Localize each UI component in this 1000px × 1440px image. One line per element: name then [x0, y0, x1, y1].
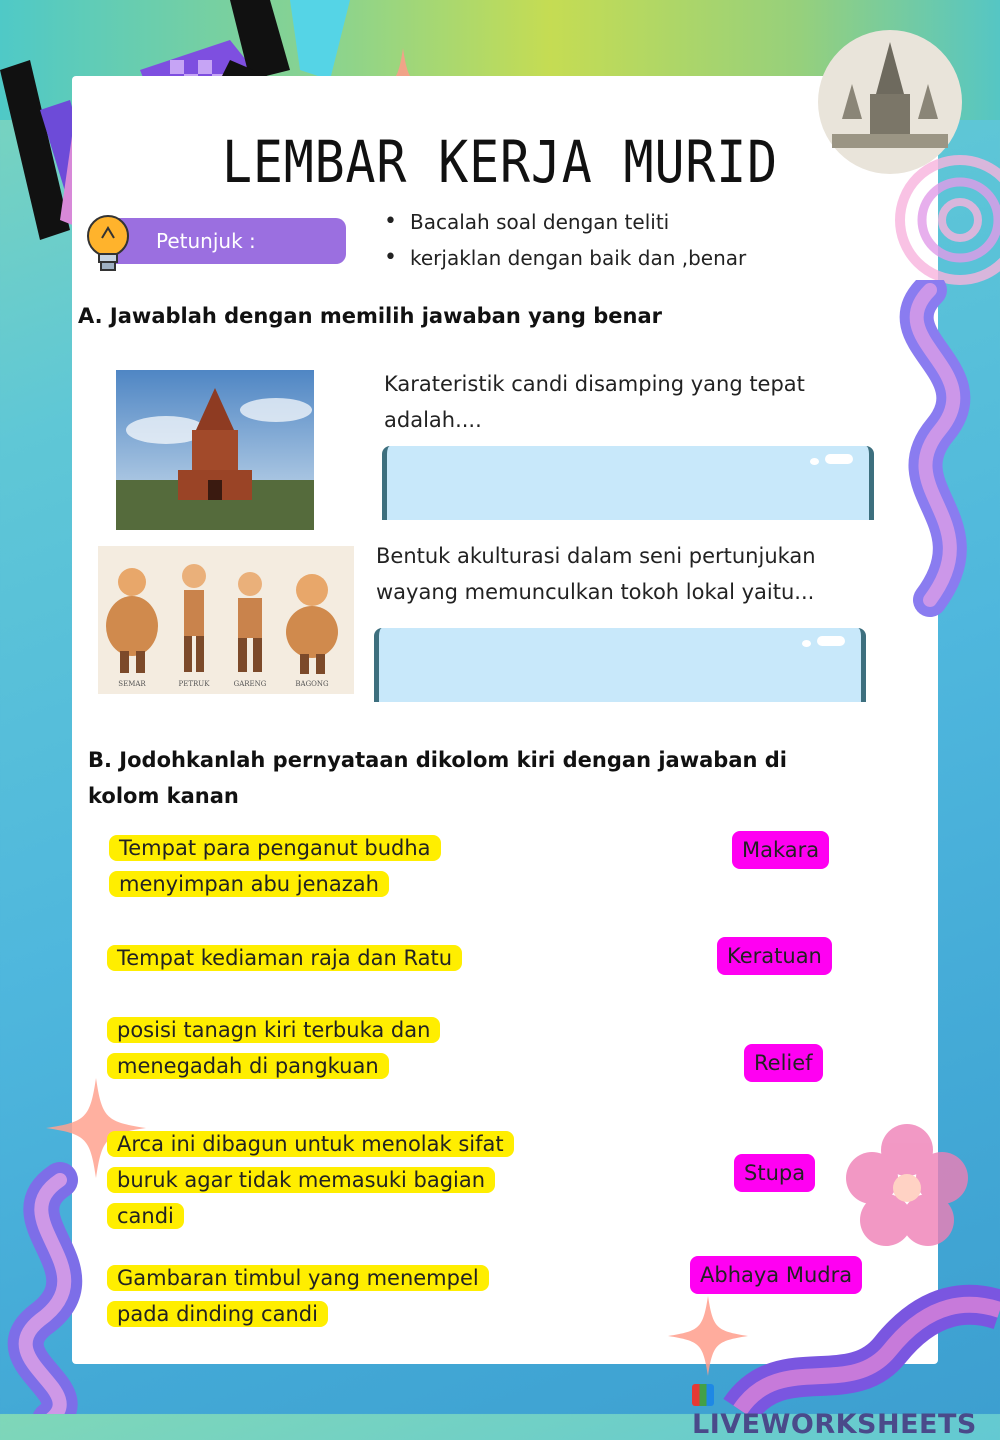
match-answer-relief[interactable]: Relief [744, 1044, 823, 1082]
match-statement-4[interactable] [107, 1126, 514, 1234]
match-statement-2[interactable] [107, 940, 462, 976]
temple-photo [116, 370, 314, 530]
wayang-label-gareng: GARENG [233, 680, 267, 688]
statement-line: pada dinding candi [107, 1301, 328, 1327]
question-1-text [384, 366, 805, 438]
statement-line: Tempat para penganut budha [109, 835, 441, 861]
lightbulb-icon [82, 210, 134, 280]
page-title: LEMBAR KERJA MURID [221, 128, 779, 196]
instruction-item: • kerjaklan dengan baik dan ,benar [384, 240, 746, 276]
question-1-line: adalah.... [384, 408, 482, 432]
match-answer-makara[interactable]: Makara [732, 831, 829, 869]
match-statement-3[interactable] [107, 1012, 440, 1084]
match-answer-abhaya-mudra[interactable]: Abhaya Mudra [690, 1256, 862, 1294]
watermark-text: LIVEWORKSHEETS [692, 1409, 977, 1440]
section-a-heading: A. Jawablah dengan memilih jawaban yang benar [78, 304, 663, 328]
statement-line: menyimpan abu jenazah [109, 871, 389, 897]
section-b-heading-line: kolom kanan [88, 784, 239, 808]
question-2-line: Bentuk akulturasi dalam seni pertunjukan [376, 544, 816, 568]
answer-box-2[interactable] [374, 628, 866, 702]
match-statement-5[interactable] [107, 1260, 489, 1332]
liveworksheets-watermark [692, 1378, 1000, 1440]
statement-line: posisi tanagn kiri terbuka dan [107, 1017, 440, 1043]
statement-line: menegadah di pangkuan [107, 1053, 389, 1079]
section-b-heading-line: B. Jodohkanlah pernyataan dikolom kiri dengan jawaban di [88, 748, 787, 772]
statement-line: candi [107, 1203, 184, 1229]
instruction-list [384, 204, 746, 276]
section-b-heading [88, 742, 848, 814]
petunjuk-label: Petunjuk : [100, 218, 346, 264]
match-answer-stupa[interactable]: Stupa [734, 1154, 815, 1192]
question-2-text [376, 538, 816, 610]
statement-line: buruk agar tidak memasuki bagian [107, 1167, 495, 1193]
sparkle-star-bottom [668, 1296, 748, 1376]
instruction-item: • Bacalah soal dengan teliti [384, 204, 746, 240]
statement-line: Tempat kediaman raja dan Ratu [107, 945, 462, 971]
answer-box-1[interactable] [382, 446, 874, 520]
wayang-label-semar: SEMAR [118, 680, 146, 688]
match-statement-1[interactable] [109, 830, 441, 902]
question-2-line: wayang memunculkan tokoh lokal yaitu... [376, 580, 815, 604]
match-answer-keratuan[interactable]: Keratuan [717, 937, 832, 975]
decorative-ribbon-right [870, 280, 1000, 620]
statement-line: Gambaran timbul yang menempel [107, 1265, 489, 1291]
question-1-line: Karateristik candi disamping yang tepat [384, 372, 805, 396]
wayang-label-bagong: BAGONG [295, 680, 329, 688]
liveworksheets-logo-icon [692, 1384, 714, 1406]
flower-bottom-right [842, 1120, 972, 1250]
wayang-characters-image [98, 546, 354, 694]
statement-line: Arca ini dibagun untuk menolak sifat [107, 1131, 514, 1157]
wayang-label-petruk: PETRUK [178, 680, 210, 688]
